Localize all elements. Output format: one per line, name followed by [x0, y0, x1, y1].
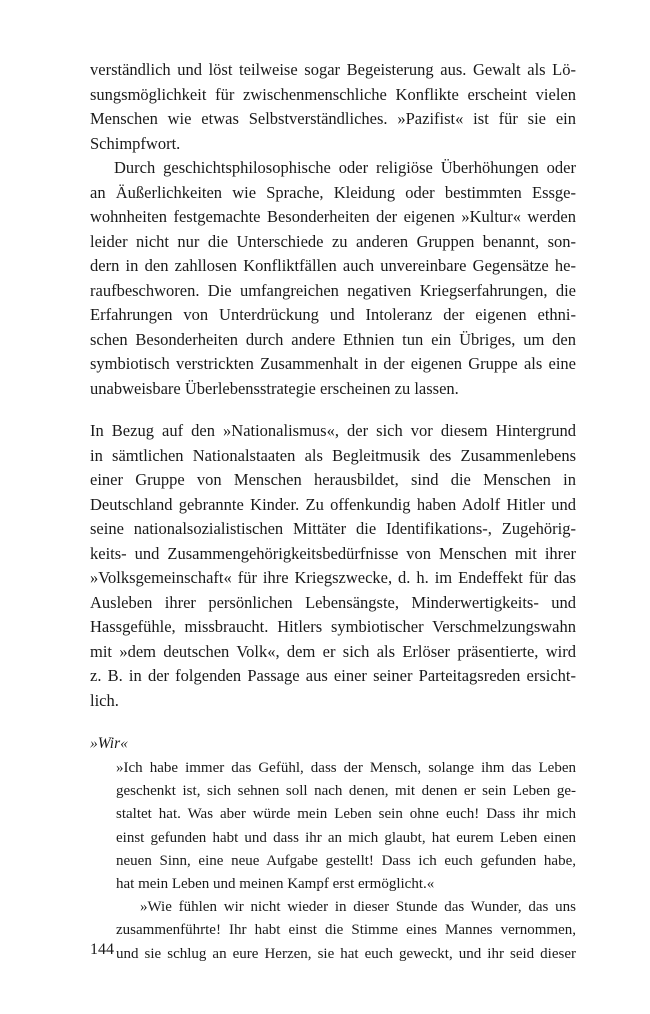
paragraph-1: [90, 58, 576, 156]
text-line: Menschen wie etwas Selbstverständliches. »Pazifist« ist für sie ein: [90, 109, 576, 128]
text-line: seine nationalsozialistischen Mittäter die Identifikations-, Zugehörig-: [90, 519, 576, 538]
text-line: in sämtlichen Nationalstaaten als Begleitmusik des Zusammenlebens: [90, 445, 576, 465]
quote-line: hat mein Leben und meinen Kampf erst ermöglicht.«: [116, 875, 435, 892]
text-line: einer Gruppe von Menschen herausbildet, sind die Menschen in: [90, 470, 576, 489]
paragraph-2: [90, 156, 576, 401]
text-line: verständlich und löst teilweise sogar Begeisterung aus. Gewalt als Lö-: [90, 60, 576, 79]
text-line: lich.: [90, 690, 119, 710]
quote-line: neuen Sinn, eine neue Aufgabe gestellt! Dass ich euch gefunden habe,: [116, 852, 576, 869]
section-gap: [90, 713, 576, 733]
text-line: mit »dem deutschen Volk«, dem er sich als Erlöser präsentierte, wird: [90, 641, 576, 661]
quote-paragraph-2: [116, 896, 576, 966]
text-line: »Volksgemeinschaft« für ihre Kriegszwecke, d. h. im Endeffekt für das: [90, 568, 576, 587]
quote-line: und sie schlug an eure Herzen, sie hat euch geweckt, und ihr seid dieser: [116, 945, 576, 962]
text-line: keits- und Zusammengehörigkeitsbedürfnisse von Menschen mit ihrer: [90, 543, 576, 563]
text-line: schen Besonderheiten durch andere Ethnien tun ein Übriges, um den: [90, 329, 576, 349]
quote-line: zusammenführte! Ihr habt einst die Stimme eines Mannes vernommen,: [116, 922, 576, 939]
text-line: unabweisbare Überlebensstrategie erscheinen zu lassen.: [90, 378, 459, 398]
text-line: wohnheiten festgemachte Besonderheiten der eigenen »Kultur« werden: [90, 207, 576, 226]
quote-line: einst gefunden habt und dass ihr an mich glaubt, hat eurem Leben einen: [116, 829, 576, 846]
paragraph-3: [90, 419, 576, 713]
text-line: Hassgefühle, missbraucht. Hitlers symbiotischer Verschmelzungswahn: [90, 617, 576, 636]
text-line: z. B. in der folgenden Passage aus einer seiner Parteitagsreden ersicht-: [90, 666, 576, 685]
text-line: Erfahrungen von Unterdrückung und Intoleranz der eigenen ethni-: [90, 305, 576, 324]
text-line: sungsmöglichkeit für zwischenmenschliche Konflikte erscheint vielen: [90, 84, 576, 104]
text-line: Durch geschichtsphilosophische oder religiöse Überhöhungen oder: [114, 158, 576, 177]
block-quote: [116, 757, 576, 966]
text-line: Ausleben ihrer persönlichen Lebensängste, Minderwertigkeits- und: [90, 592, 576, 612]
text-line: raufbeschworen. Die umfangreichen negativen Kriegserfahrungen, die: [90, 280, 576, 300]
quote-line: »Wie fühlen wir nicht wieder in dieser Stunde das Wunder, das uns: [140, 899, 576, 916]
text-line: symbiotisch verstrickten Zusammenhalt in der eigenen Gruppe als eine: [90, 354, 576, 373]
quote-heading: »Wir«: [90, 735, 128, 752]
section-gap: [90, 401, 576, 419]
text-line: an Äußerlichkeiten wie Sprache, Kleidung oder bestimmten Essge-: [90, 182, 576, 202]
page-body: [90, 58, 576, 966]
text-line: Deutschland gebrannte Kinder. Zu offenkundig haben Adolf Hitler und: [90, 494, 576, 514]
text-line: leider nicht nur die Unterschiede zu anderen Gruppen benannt, son-: [90, 231, 576, 251]
page-number: 144: [90, 941, 114, 958]
text-line: dern in den zahllosen Konfliktfällen auch unvereinbare Gegensätze he-: [90, 256, 576, 275]
text-line: In Bezug auf den »Nationalismus«, der sich vor diesem Hintergrund: [90, 421, 576, 440]
text-line: Schimpfwort.: [90, 133, 181, 153]
quote-line: »Ich habe immer das Gefühl, dass der Mensch, solange ihm das Leben: [116, 760, 576, 776]
quote-line: geschenkt ist, sich sehnen soll nach denen, mit denen er sein Leben ge-: [116, 783, 576, 800]
quote-line: staltet hat. Was aber würde mein Leben sein ohne euch! Dass ihr mich: [116, 806, 576, 823]
quote-paragraph-1: [116, 757, 576, 896]
